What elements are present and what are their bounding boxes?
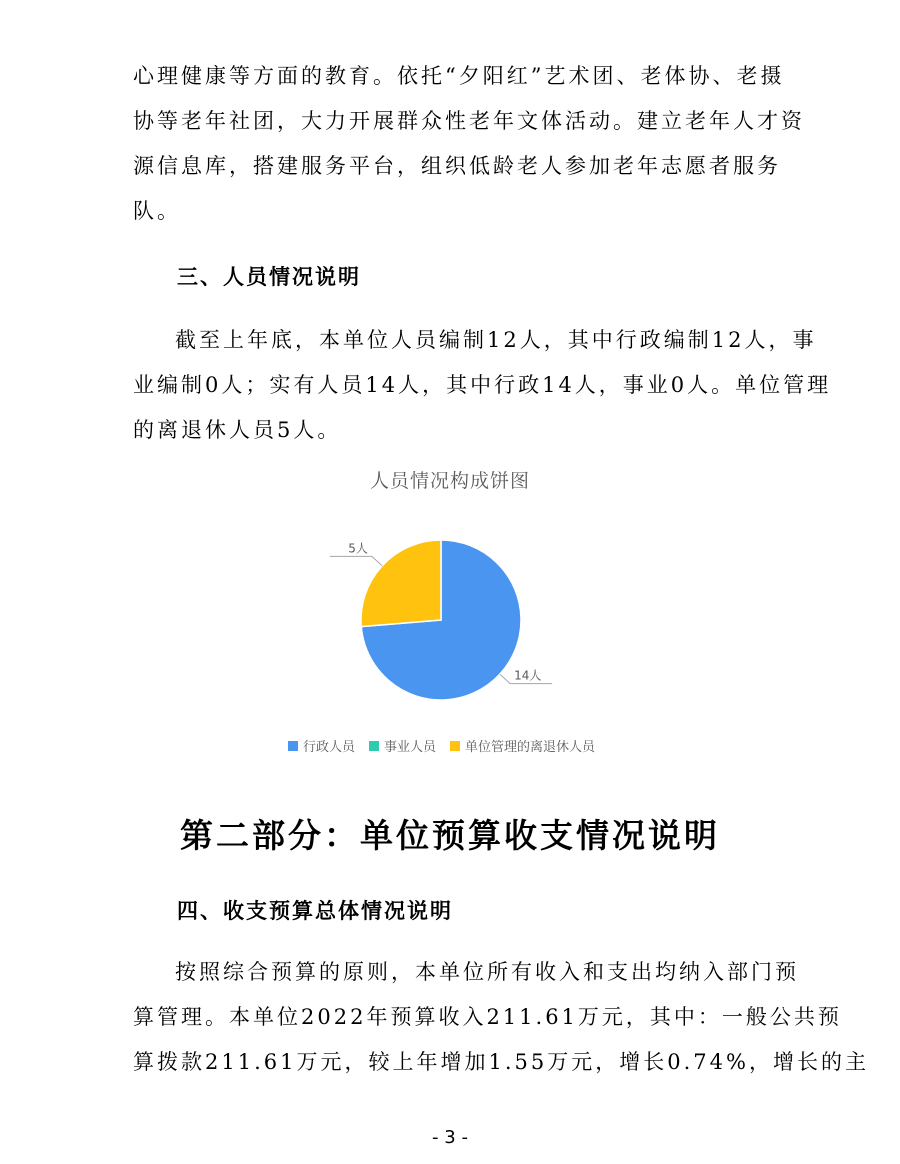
- chart-title: 人员情况构成饼图: [369, 470, 530, 492]
- text-line: 截至上年底，本单位人员编制12人，其中行政编制12人，事: [175, 328, 817, 352]
- part-title: 第二部分：单位预算收支情况说明: [180, 816, 720, 855]
- paragraph-budget: [133, 950, 869, 1085]
- text-line: 队。: [133, 199, 181, 223]
- section-heading-budget-overview: 四、收支预算总体情况说明: [177, 899, 453, 923]
- legend-swatch: [369, 741, 379, 751]
- legend-swatch: [288, 741, 298, 751]
- legend-swatch: [450, 741, 460, 751]
- text-line: 算管理。本单位2022年预算收入211.61万元，其中：一般公共预: [133, 1005, 842, 1029]
- data-label-2: 5人: [348, 541, 368, 556]
- text-line: 心理健康等方面的教育。依托“夕阳红”艺术团、老体协、老摄: [133, 64, 785, 88]
- legend-label: 单位管理的离退休人员: [465, 740, 596, 755]
- text-line: 源信息库，搭建服务平台，组织低龄老人参加老年志愿者服务: [133, 154, 781, 178]
- chart-legend: [288, 736, 595, 755]
- page-number: - 3 -: [432, 1127, 468, 1148]
- text-line: 的离退休人员5人。: [133, 418, 342, 442]
- leader-line-2: [330, 556, 382, 565]
- legend-label: 行政人员: [303, 740, 356, 755]
- text-line: 业编制0人；实有人员14人，其中行政14人，事业0人。单位管理: [133, 373, 832, 397]
- pie-slice-2: [361, 540, 441, 627]
- text-line: 按照综合预算的原则，本单位所有收入和支出均纳入部门预: [175, 960, 799, 984]
- legend-item-retired: [450, 736, 595, 755]
- section-heading-personnel: 三、人员情况说明: [177, 265, 361, 289]
- text-line: 协等老年社团，大力开展群众性老年文体活动。建立老年人才资: [133, 109, 805, 133]
- legend-item-institutional: [369, 736, 436, 755]
- text-line: 算拨款211.61万元，较上年增加1.55万元，增长0.74%，增长的主: [133, 1050, 869, 1074]
- legend-item-administrative: [288, 736, 355, 755]
- legend-label: 事业人员: [384, 740, 437, 755]
- data-label-0: 14人: [514, 668, 542, 683]
